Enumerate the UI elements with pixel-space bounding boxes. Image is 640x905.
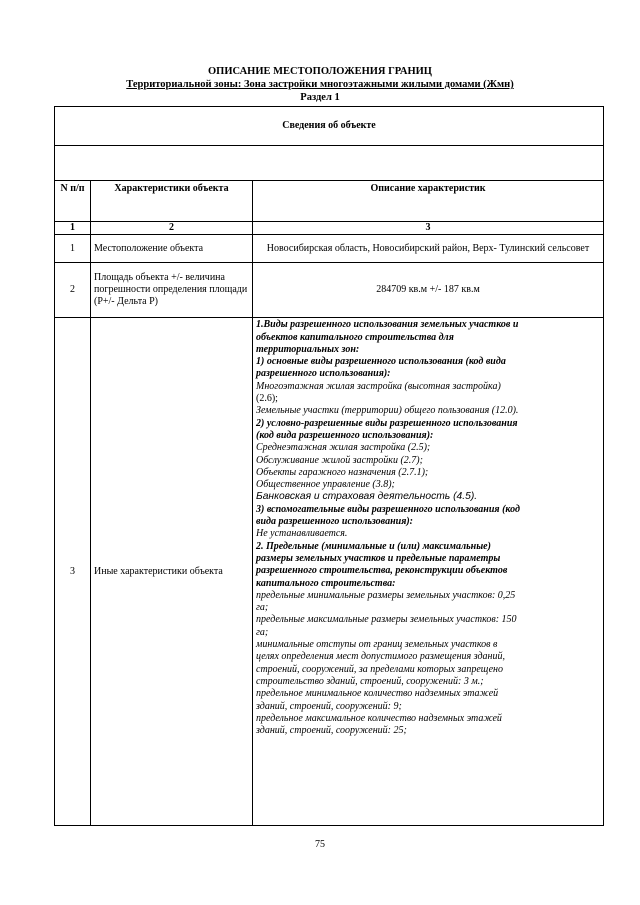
description-line: зданий, строений, сооружений: 25; <box>256 725 407 737</box>
description-line: Банковская и страховая деятельность (4.5). <box>256 491 478 503</box>
row-number: 3 <box>55 318 91 826</box>
description-line: предельные максимальные размеры земельных участков: 150 <box>256 614 517 626</box>
row-number: 1 <box>55 235 91 263</box>
description-line: 1.Виды разрешенного использования земельных участков и <box>256 319 519 331</box>
description-line: 2. Предельные (минимальные и (или) максимальные) <box>256 540 491 552</box>
table-header-row <box>55 181 604 222</box>
description-line: размеры земельных участков и предельные параметры <box>256 552 501 564</box>
description-line: Среднеэтажная жилая застройка (2.5); <box>256 442 431 454</box>
column-header-num: N п/п <box>55 181 91 222</box>
description-line: строений, сооружений, за пределами которых запрещено <box>256 663 503 675</box>
empty-row <box>55 146 604 181</box>
description-line: 284709 кв.м +/- 187 кв.м <box>376 284 480 296</box>
table-row <box>55 235 604 263</box>
description-line: зданий, строений, сооружений: 9; <box>256 700 402 712</box>
description-line: Земельные участки (территории) общего пользования (12.0). <box>256 405 519 417</box>
table-row <box>55 263 604 318</box>
object-info-table <box>54 106 604 826</box>
document-subtitle: Территориальной зоны: Зона застройки многоэтажными жилыми домами (Жмн) <box>126 79 514 90</box>
column-header-description: Описание характеристик <box>253 181 604 222</box>
description-line: Тулинский сельсовет <box>499 242 590 254</box>
description-line: Не устанавливается. <box>256 528 348 540</box>
document-title: ОПИСАНИЕ МЕСТОПОЛОЖЕНИЯ ГРАНИЦ <box>208 66 432 77</box>
description-line: вида разрешенного использования): <box>256 516 414 528</box>
description-line: строительство зданий, строений, сооружений: 3 м.; <box>256 675 484 687</box>
column-number-row <box>55 222 604 235</box>
description-line: Многоэтажная жилая застройка (высотная застройка) <box>256 380 501 392</box>
description-line: капитального строительства: <box>256 577 396 589</box>
column-number: 2 <box>91 222 253 235</box>
description-line: территориальных зон: <box>256 343 360 355</box>
description-line: (код вида разрешенного использования): <box>256 429 434 441</box>
description-line: 1) основные виды разрешенного использования (код вида <box>256 356 506 368</box>
row-characteristic <box>91 318 253 826</box>
description-line: 2) условно-разрешенные виды разрешенного использования <box>256 417 518 429</box>
description-line: 3) вспомогательные виды разрешенного использования (код <box>256 503 520 515</box>
characteristic-line: площади (P+/- Дельта P) <box>94 284 248 308</box>
description-line: Обслуживание жилой застройки (2.7); <box>256 454 423 466</box>
description-line: Новосибирская область, Новосибирский район, Верх- <box>266 242 497 254</box>
description-line: объектов капитального строительства для <box>256 331 454 343</box>
description-line: (2.6); <box>256 393 278 405</box>
description-line: предельное минимальное количество надземных этажей <box>256 688 499 700</box>
row-characteristic <box>91 263 253 318</box>
description-line: га; <box>256 602 269 614</box>
column-header-characteristic: Характеристики объекта <box>91 181 253 222</box>
characteristic-line: объекта <box>189 565 223 577</box>
section-label: Раздел 1 <box>300 92 340 103</box>
row-description <box>253 263 604 318</box>
column-number: 1 <box>55 222 91 235</box>
row-number: 2 <box>55 263 91 318</box>
description-line: Объекты гаражного назначения (2.7.1); <box>256 466 429 478</box>
row-characteristic: Местоположение объекта <box>91 235 253 263</box>
description-line: минимальные отступы от границ земельных участков в <box>256 639 498 651</box>
description-line: Общественное управление (3.8); <box>256 479 395 491</box>
characteristic-line: Площадь объекта +/- <box>94 271 183 283</box>
description-line: разрешенного строительства, реконструкции объектов <box>256 565 508 577</box>
description-line: га; <box>256 626 269 638</box>
table-row <box>55 318 604 826</box>
row-description <box>253 318 604 826</box>
description-line: разрешенного использования): <box>256 368 391 380</box>
characteristic-line: погрешности определения <box>94 284 207 296</box>
characteristic-line: Иные характеристики <box>94 565 188 577</box>
table-caption: Сведения об объекте <box>55 107 604 146</box>
page-number: 75 <box>315 839 325 850</box>
description-line: целях определения мест допустимого размещения зданий, <box>256 651 505 663</box>
row-description <box>253 235 604 263</box>
description-line: предельное максимальное количество надземных этажей <box>256 712 502 724</box>
characteristic-line: величина <box>185 271 225 283</box>
column-number: 3 <box>253 222 604 235</box>
description-line: предельные минимальные размеры земельных участков: 0,25 <box>256 589 516 601</box>
